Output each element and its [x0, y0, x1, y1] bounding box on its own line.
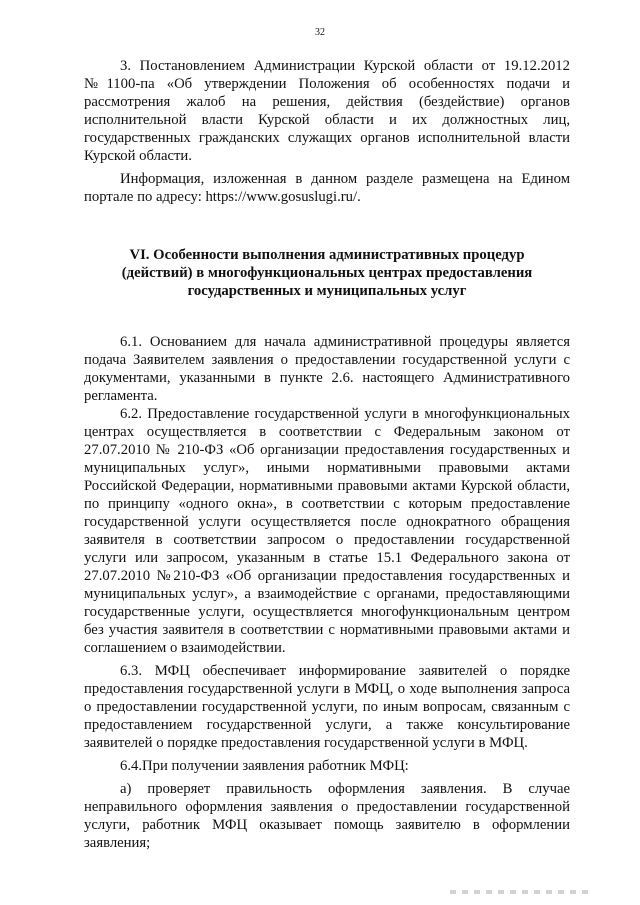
section-heading [84, 246, 570, 300]
section-heading-line-2: (действий) в многофункциональных центрах предоставления [121, 265, 533, 281]
section-heading-line-1: VI. Особенности выполнения административных процедур [129, 247, 525, 263]
section-heading-line-3: государственных и муниципальных услуг [187, 283, 467, 299]
paragraph-portal-info: Информация, изложенная в данном разделе размещена на Едином портале по адресу: https://www.gosuslugi.ru/. [84, 171, 570, 205]
paragraph-6-4-a: а) проверяет правильность оформления заявления. В случае неправильного оформления заявления о предоставлении государственной услуги, работник МФЦ оказывает помощь заявителю в оформлении заявления; [84, 781, 570, 851]
paragraph-6-3: 6.3. МФЦ обеспечивает информирование заявителей о порядке предоставления государственной услуги в МФЦ, о ходе выполнения запроса о предоставлении государственной услуги, по иным вопросам, связанным с предоставлением государственной услуги, а также консультирование заявителей о порядке предоставления государственной услуги в МФЦ. [84, 663, 570, 751]
paragraph-6-1: 6.1. Основанием для начала административной процедуры является подача Заявителем заявления о предоставлении государственной услуги с документами, указанными в пункте 2.6. настоящего Административного регламента. [84, 334, 570, 404]
document-body [84, 57, 570, 852]
paragraph-resolution-1100: 3. Постановлением Администрации Курской области от 19.12.2012 №1100-па «Об утверждении Положения об особенностях подачи и рассмотрения жалоб на решения, действия (бездействие) органов исполнительной власти Курской области и их должностных лиц, государственных гражданских служащих органов исполнительной власти Курской области. [84, 58, 570, 164]
paragraph-6-4: 6.4.При получении заявления работник МФЦ: [120, 758, 409, 774]
paragraph-6-2: 6.2. Предоставление государственной услуги в многофункциональных центрах осуществляется в соответствии с Федеральным законом от 27.07.2010 № 210-ФЗ «Об организации предоставления государственных и муниципальных услуг», иными нормативными правовыми актами Российской Федерации, нормативными правовыми актами Курской области, по принципу «одного окна», в соответствии с которым предоставление государственной услуги осуществляется после однократного обращения заявителя в соответствии запросом о предоставлении государственной услуги или запросом, указанным в статье 15.1 Федерального закона от 27.07.2010 №210-ФЗ «Об организации предоставления государственных и муниципальных услуг», а взаимодействие с органами, предоставляющими государственные услуги, осуществляется многофункциональным центром без участия заявителя в соответствии с нормативными правовыми актами и соглашением о взаимодействии. [84, 406, 570, 656]
scan-artifact-mark [450, 890, 590, 894]
page-number: 32 [315, 27, 325, 38]
